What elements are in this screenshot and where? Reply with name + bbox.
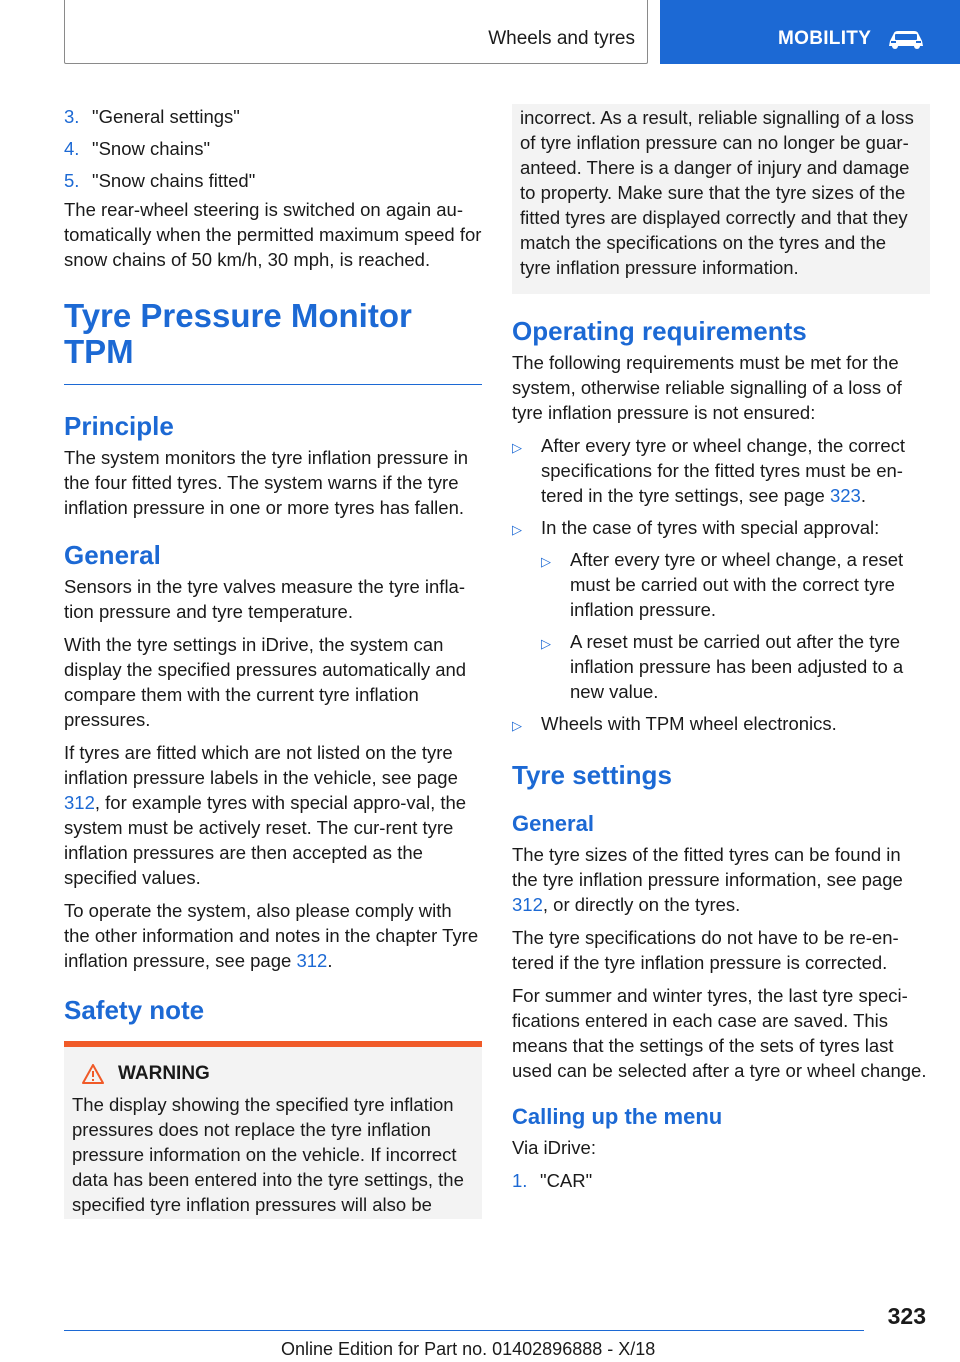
operating-requirements-heading: Operating requirements (512, 316, 807, 346)
general-heading: General (64, 540, 161, 570)
bullet-triangle-icon: ▷ (512, 522, 522, 537)
calling-menu-heading: Calling up the menu (512, 1104, 723, 1129)
header-section-box (64, 0, 648, 64)
warning-header (72, 1061, 474, 1086)
operating-requirements-paragraph: The following requirements must be met for the system, otherwise reliable signalling of a loss of tyre inflation pressure is not ensured: (512, 352, 902, 423)
list-text: "CAR" (540, 1170, 593, 1191)
text: , or directly on the tyres. (542, 894, 741, 915)
warning-text-continued: incorrect. As a result, reliable signalling of a loss of tyre inflation pressure can no longer be guar-anteed. There is a danger of injury and damage to property. Make sure that the tyre sizes of the fitted tyres are displayed correctly and that they match the specifications on the tyres and the tyre inflation pressure information. (520, 107, 914, 278)
list-item (64, 136, 482, 168)
list-item (64, 104, 482, 136)
settings-paragraph-1 (512, 842, 930, 917)
sub-list (541, 547, 930, 704)
left-column (64, 104, 482, 1219)
list-text: "General settings" (92, 106, 240, 127)
menu-steps-list (512, 1168, 930, 1200)
page-link-323[interactable]: 323 (829, 485, 861, 506)
text: To operate the system, also please comply with the other information and notes in the chapter Tyre inflation pressure, see page (64, 900, 479, 971)
text: If tyres are fitted which are not listed on the tyre inflation pressure labels in the vehicle, see page (64, 742, 458, 788)
list-text: "Snow chains" (92, 138, 211, 159)
general-paragraph-1: Sensors in the tyre valves measure the tyre infla-tion pressure and tyre temperature. (64, 576, 466, 622)
header-section-title: Wheels and tyres (488, 28, 635, 49)
list-text (541, 433, 930, 508)
general-paragraph-2: With the tyre settings in iDrive, the system can display the specified pressures automatically and compare them with the current tyre inflation pressures. (64, 634, 467, 730)
intro-paragraph: The rear-wheel steering is switched on again au-tomatically when the permitted maximum speed for snow chains of 50 km/h, 30 mph, is reached. (64, 199, 482, 270)
general-paragraph-3 (64, 740, 482, 890)
page-number: 323 (887, 1303, 926, 1329)
safety-heading: Safety note (64, 995, 205, 1025)
car-icon (886, 28, 926, 50)
menu-paragraph: Via iDrive: (512, 1137, 596, 1158)
list-text: "Snow chains fitted" (92, 170, 256, 191)
warning-text: The display showing the specified tyre inflation pressures does not replace the tyre inflation pressure information on the vehicle. If incorrect data has been entered into the tyre settings, the specified tyre inflation pressures will also be (72, 1094, 464, 1215)
list-text: Wheels with TPM wheel electronics. (541, 713, 837, 734)
list-item (541, 629, 930, 704)
list-item (512, 1168, 930, 1200)
bullet-triangle-icon: ▷ (512, 718, 522, 733)
page-link-312[interactable]: 312 (512, 894, 543, 915)
right-column (512, 104, 930, 1200)
tyre-settings-heading: Tyre settings (512, 760, 672, 790)
header-chapter-tab[interactable] (660, 0, 960, 64)
list-text: After every tyre or wheel change, a reset must be carried out with the correct tyre inflation pressure. (570, 549, 904, 620)
list-number: 5. (64, 170, 80, 191)
general-subheading: General (512, 811, 594, 836)
text: . (327, 950, 333, 971)
bullet-triangle-icon: ▷ (541, 554, 551, 569)
page-link-312[interactable]: 312 (64, 792, 95, 813)
text: After every tyre or wheel change, the correct specifications for the fitted tyres must be en-tered in the tyre settings, see page (541, 435, 906, 506)
warning-box (64, 1041, 482, 1219)
general-paragraph-4 (64, 898, 482, 973)
bullet-triangle-icon: ▷ (512, 440, 522, 455)
bullet-triangle-icon: ▷ (541, 636, 551, 651)
list-item (541, 547, 930, 622)
settings-paragraph-2: The tyre specifications do not have to be re-en-tered if the tyre inflation pressure is corrected. (512, 927, 899, 973)
warning-box-continued (512, 104, 930, 294)
list-content (541, 515, 930, 704)
text: , for example tyres with special appro-val, the system must be actively reset. The cur-rent tyre inflation pressures are then accepted as the specified values. (64, 792, 467, 888)
list-item (512, 711, 930, 738)
title-divider (64, 384, 482, 385)
page-link-312[interactable]: 312 (296, 950, 328, 971)
list-text: A reset must be carried out after the tyre inflation pressure has been adjusted to a new value. (570, 631, 904, 702)
list-item (512, 433, 930, 508)
principle-paragraph: The system monitors the tyre inflation pressure in the four fitted tyres. The system warns if the tyre inflation pressure in one or more tyres has fallen. (64, 447, 469, 518)
text: . (860, 485, 866, 506)
steps-list (64, 104, 482, 200)
edition-footer: Online Edition for Part no. 01402896888 - X/18 (281, 1339, 656, 1359)
requirements-list (512, 433, 930, 738)
header-chapter-label: MOBILITY (778, 28, 872, 49)
list-text: In the case of tyres with special approval: (541, 517, 880, 538)
footer-divider (64, 1330, 864, 1331)
page-title: Tyre Pressure Monitor TPM (64, 297, 412, 370)
list-number: 3. (64, 106, 80, 127)
settings-paragraph-3: For summer and winter tyres, the last tyre speci-fications entered in each case are saved. This means that the settings of the sets of tyres last used can be selected after a tyre or wheel change. (512, 985, 927, 1081)
list-item (512, 515, 930, 704)
list-item (64, 168, 482, 200)
list-number: 4. (64, 138, 80, 159)
text: The tyre sizes of the fitted tyres can be found in the tyre inflation pressure information, see page (512, 844, 903, 890)
list-number: 1. (512, 1170, 528, 1191)
warning-label: WARNING (118, 1063, 210, 1084)
principle-heading: Principle (64, 411, 174, 441)
warning-triangle-icon (82, 1064, 104, 1084)
